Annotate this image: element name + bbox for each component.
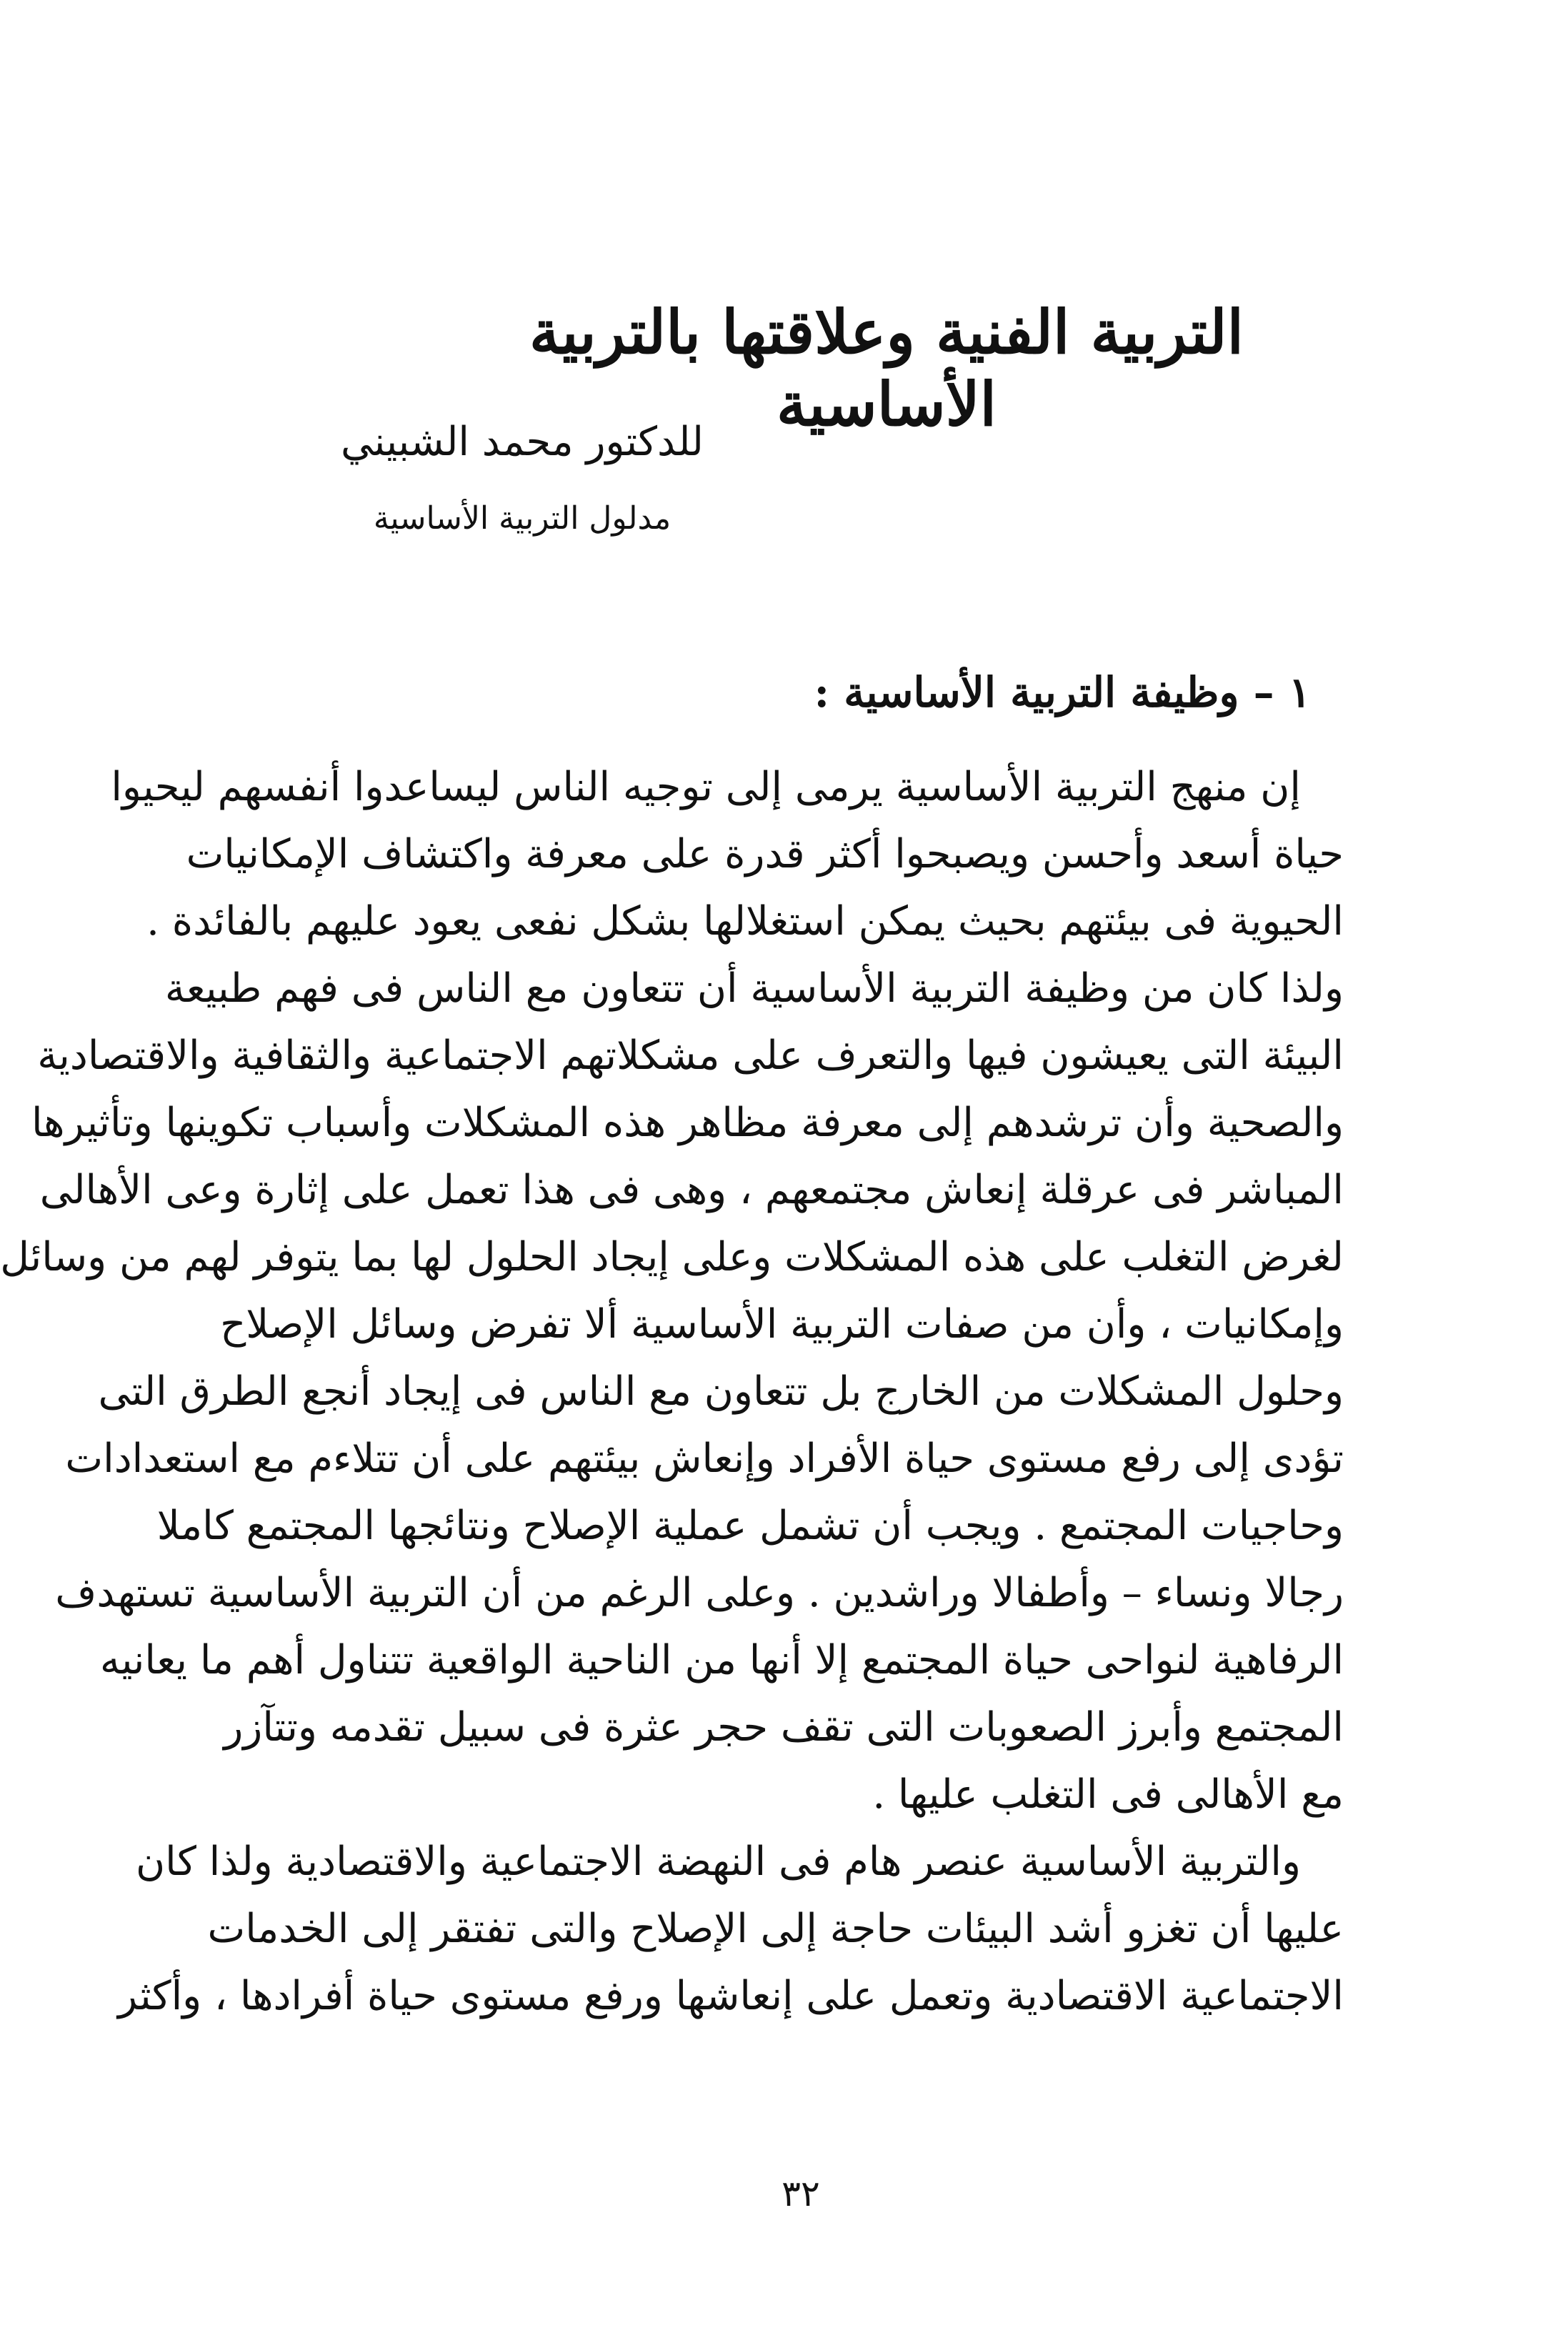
body-line: الاجتماعية الاقتصادية وتعمل على إنعاشها ورفع مستوى حياة أفرادها ، وأكثر — [118, 1973, 1344, 2019]
body-line: عليها أن تغزو أشد البيئات حاجة إلى الإصلاح والتى تفتقر إلى الخدمات — [207, 1906, 1344, 1952]
body-line: والتربية الأساسية عنصر هام فى النهضة الاجتماعية والاقتصادية ولذا كان — [136, 1839, 1301, 1885]
article-title: التربية الفنية وعلاقتها بالتربية الأساسية — [529, 297, 1244, 439]
body-line: وإمكانيات ، وأن من صفات التربية الأساسية ألا تفرض وسائل الإصلاح — [220, 1301, 1344, 1348]
body-line: ولذا كان من وظيفة التربية الأساسية أن تتعاون مع الناس فى فهم طبيعة — [164, 965, 1344, 1012]
body-line: وحاجيات المجتمع . ويجب أن تشمل عملية الإصلاح ونتائجها المجتمع كاملا — [156, 1503, 1344, 1549]
body-text — [0, 754, 1344, 2030]
body-line: حياة أسعد وأحسن ويصبحوا أكثر قدرة على معرفة واكتشاف الإمكانيات — [186, 831, 1344, 877]
section-heading: ١ – وظيفة التربية الأساسية : — [814, 668, 1311, 717]
section-subtitle: مدلول التربية الأساسية — [373, 500, 671, 537]
body-line: مع الأهالى فى التغلب عليها . — [872, 1771, 1344, 1818]
body-line: رجالا ونساء – وأطفالا وراشدين . وعلى الرغم من أن التربية الأساسية تستهدف — [55, 1570, 1344, 1616]
body-line: الحيوية فى بيئتهم بحيث يمكن استغلالها بشكل نفعى يعود عليهم بالفائدة . — [146, 898, 1344, 945]
author-name: للدكتور محمد الشبيني — [341, 419, 704, 465]
body-line: الرفاهية لنواحى حياة المجتمع إلا أنها من الناحية الواقعية تتناول أهم ما يعانيه — [99, 1637, 1344, 1683]
body-line: لغرض التغلب على هذه المشكلات وعلى إيجاد الحلول لها بما يتوفر لهم من وسائل — [0, 1234, 1344, 1280]
body-line: المباشر فى عرقلة إنعاش مجتمعهم ، وهى فى هذا تعمل على إثارة وعى الأهالى — [39, 1167, 1344, 1213]
body-line: البيئة التى يعيشون فيها والتعرف على مشكلاتهم الاجتماعية والثقافية والاقتصادية — [37, 1033, 1344, 1079]
page-number: ٣٢ — [781, 2173, 820, 2214]
body-line: تؤدى إلى رفع مستوى حياة الأفراد وإنعاش بيئتهم على أن تتلاءم مع استعدادات — [65, 1436, 1344, 1482]
body-line: والصحية وأن ترشدهم إلى معرفة مظاهر هذه المشكلات وأسباب تكوينها وتأثيرها — [31, 1100, 1344, 1146]
body-line: وحلول المشكلات من الخارج بل تتعاون مع الناس فى إيجاد أنجع الطرق التى — [98, 1368, 1344, 1415]
body-line: إن منهج التربية الأساسية يرمى إلى توجيه الناس ليساعدوا أنفسهم ليحيوا — [111, 764, 1301, 810]
body-line: المجتمع وأبرز الصعوبات التى تقف حجر عثرة فى سبيل تقدمه وتتآزر — [224, 1704, 1344, 1751]
